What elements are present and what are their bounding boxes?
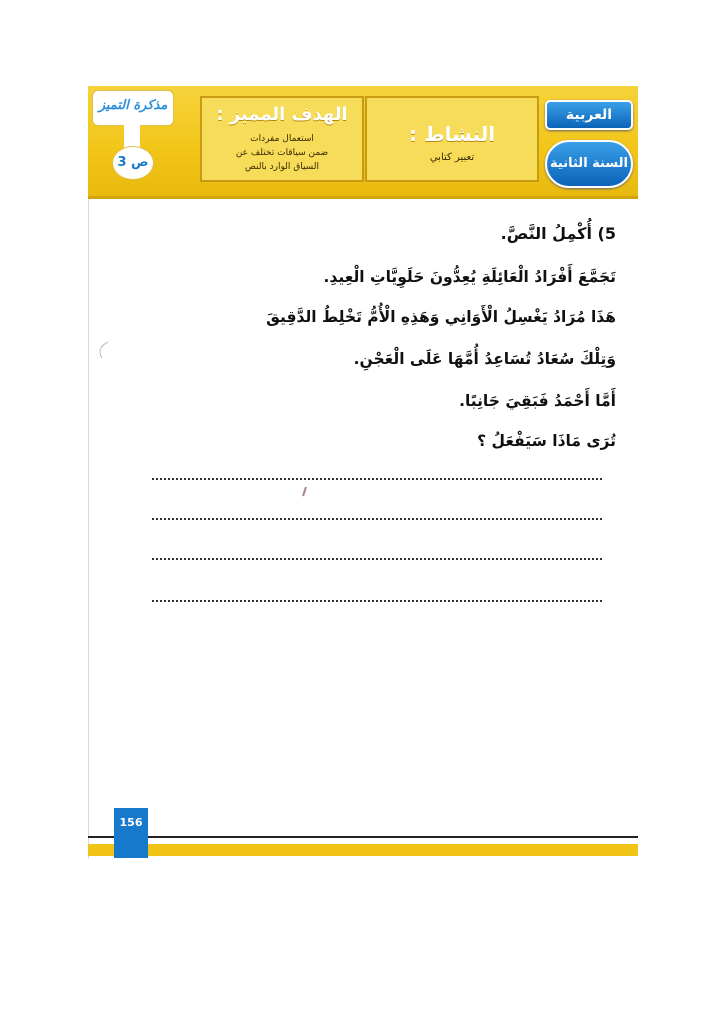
goal-line: استعمال مفردات xyxy=(250,134,314,144)
brand-logo-badge: 3 ص xyxy=(112,146,154,180)
goal-title: الهدف المميز : xyxy=(216,104,348,125)
text-line: أَمَّا أَحْمَدُ فَبَقِيَ جَانِبًا. xyxy=(459,392,616,410)
goal-description xyxy=(202,132,362,174)
text-line: وَتِلْكَ سُعَادُ تُسَاعِدُ أُمَّهَا عَلَى الْعَجْنِ. xyxy=(353,350,616,368)
worksheet-page xyxy=(88,86,639,859)
scan-mark xyxy=(92,340,112,360)
brand-logo: مذكرة التميز xyxy=(92,90,174,126)
activity-title: النشاط : xyxy=(408,122,496,146)
answer-line[interactable] xyxy=(152,558,602,560)
text-line: تَجَمَّعَ أَفْرَادُ الْعَائِلَةِ يُعِدُّونَ حَلَوِيَّاتِ الْعِيدِ. xyxy=(323,268,616,286)
answer-line[interactable] xyxy=(152,600,602,602)
text-line: هَذَا مُرَادُ يَغْسِلُ الْأَوَانِي وَهَذِهِ الْأُمُّ تَخْلِطُ الدَّقِيقَ xyxy=(266,308,616,326)
activity-subtitle: تعبير كتابي xyxy=(429,152,475,163)
answer-line[interactable] xyxy=(152,518,602,520)
answer-line[interactable] xyxy=(152,478,602,480)
page-number: 156 xyxy=(114,808,148,858)
footer-band xyxy=(88,844,638,856)
footer-rule xyxy=(88,836,638,838)
scan-mark xyxy=(300,486,310,498)
header-divider xyxy=(88,196,638,199)
year-badge: السنة الثانية xyxy=(545,140,633,188)
subject-badge: العربية xyxy=(545,100,633,130)
goal-line: السياق الوارد بالنص xyxy=(245,162,319,172)
text-line: تُرَى مَاذَا سَيَفْعَلُ ؟ xyxy=(477,432,616,450)
exercise-title: 5) أُكْمِلُ النَّصَّ. xyxy=(500,224,616,243)
goal-line: ضمن سياقات تختلف عن xyxy=(235,148,329,158)
activity-box xyxy=(365,96,539,182)
goal-box xyxy=(200,96,364,182)
